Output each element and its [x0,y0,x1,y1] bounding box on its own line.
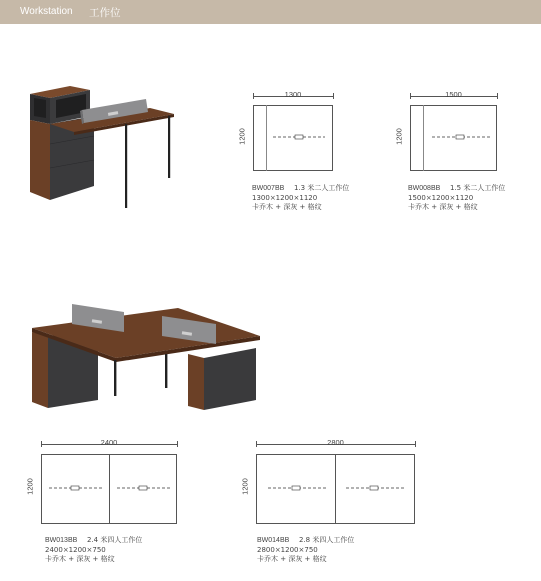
depth-label: 1200 [240,478,250,495]
workstation-render-4p [28,296,268,416]
plan-bw007bb [236,90,346,180]
product-name: 2.8 米四人工作位 [299,536,355,544]
plan-bw014bb [239,438,429,530]
page-title-en: Workstation [20,6,73,17]
dim-tick-right [497,93,498,99]
cable-tray-icon [41,454,177,524]
product-size: 1300×1200×1120 [252,193,318,202]
product-name: 1.5 米二人工作位 [450,184,506,192]
caption-bw014bb [257,536,354,565]
page-title-zh: 工作位 [89,7,121,19]
plan-bw013bb [24,438,184,530]
caption-bw007bb [252,184,349,213]
cable-tray-icon [253,105,333,171]
dim-tick-right [333,93,334,99]
width-label: 2400 [100,438,118,447]
width-label: 1300 [284,90,302,99]
dim-tick-right [177,441,178,447]
product-finish: 卡乔木 + 深灰 + 格纹 [45,555,115,563]
header-band [0,0,541,24]
depth-label: 1200 [25,478,35,495]
width-label: 1500 [445,90,462,99]
workstation-render-2p [22,82,182,212]
width-label: 2800 [327,438,344,447]
product-finish: 卡乔木 + 深灰 + 格纹 [408,203,478,211]
product-code: BW013BB [45,537,78,544]
cable-tray-icon [410,105,497,171]
product-finish: 卡乔木 + 深灰 + 格纹 [252,203,322,211]
product-size: 2800×1200×750 [257,545,318,554]
product-code: BW007BB [252,185,285,192]
depth-label: 1200 [394,128,404,145]
plan-bw008bb [393,90,503,180]
product-name: 2.4 米四人工作位 [87,536,143,544]
product-finish: 卡乔木 + 深灰 + 格纹 [257,555,327,563]
product-size: 2400×1200×750 [45,545,106,554]
product-name: 1.3 米二人工作位 [294,184,350,192]
dim-tick-right [415,441,416,447]
cable-tray-icon [256,454,415,524]
product-code: BW008BB [408,185,441,192]
caption-bw008bb [408,184,505,213]
product-size: 1500×1200×1120 [408,193,474,202]
depth-label: 1200 [237,128,247,145]
product-code: BW014BB [257,537,290,544]
caption-bw013bb [45,536,142,565]
